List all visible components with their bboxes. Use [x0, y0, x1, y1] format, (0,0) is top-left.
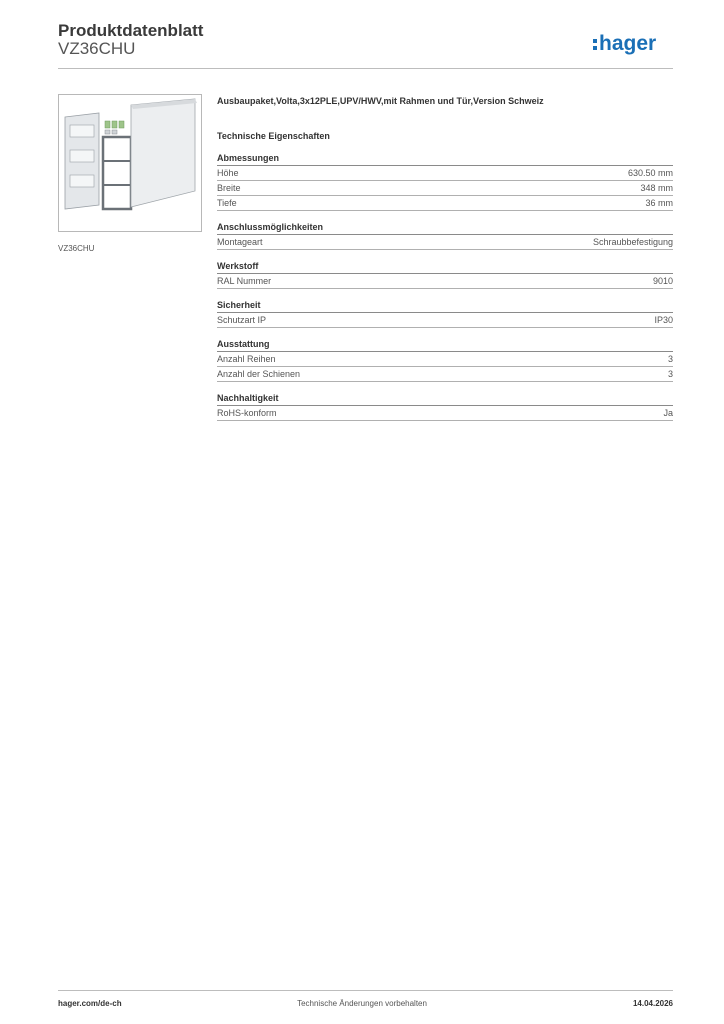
section-title: Sicherheit: [217, 300, 673, 313]
section-material: [217, 261, 673, 289]
spec-label: Anzahl Reihen: [217, 354, 276, 364]
spec-row-width: [217, 181, 673, 196]
spec-label: Breite: [217, 183, 241, 193]
product-description: Ausbaupaket,Volta,3x12PLE,UPV/HWV,mit Rahmen und Tür,Version Schweiz: [217, 96, 544, 106]
image-caption: VZ36CHU: [58, 244, 95, 253]
spec-row-rails: [217, 367, 673, 382]
section-title: Ausstattung: [217, 339, 673, 352]
footer-notice: Technische Änderungen vorbehalten: [297, 999, 427, 1008]
spec-label: Tiefe: [217, 198, 237, 208]
section-equipment: [217, 339, 673, 382]
section-safety: [217, 300, 673, 328]
spec-label: RoHS-konform: [217, 408, 277, 418]
footer-date: 14.04.2026: [632, 999, 673, 1008]
spec-row-ip: [217, 313, 673, 328]
spec-row-rohs: [217, 406, 673, 421]
product-image-frame: [58, 94, 202, 232]
spec-value: Ja: [663, 408, 673, 418]
section-title: Abmessungen: [217, 153, 673, 166]
spec-label: Höhe: [217, 168, 239, 178]
page-title: Produktdatenblatt: [58, 21, 204, 40]
spec-row-depth: [217, 196, 673, 211]
spec-value: 9010: [652, 276, 673, 286]
footer-website: hager.com/de-ch: [58, 999, 122, 1008]
spec-value: 348 mm: [640, 183, 673, 193]
header-divider: [58, 68, 673, 69]
spec-value: 630.50 mm: [627, 168, 673, 178]
spec-value: 3: [667, 354, 673, 364]
product-code: VZ36CHU: [58, 39, 136, 58]
product-image: [59, 95, 201, 231]
hager-logo: [593, 26, 673, 60]
section-title: Nachhaltigkeit: [217, 393, 673, 406]
spec-row-height: [217, 166, 673, 181]
spec-label: Schutzart IP: [217, 315, 267, 325]
spec-value: 36 mm: [645, 198, 673, 208]
section-title: Anschlussmöglichkeiten: [217, 222, 673, 235]
section-dimensions: [217, 153, 673, 211]
section-title: Werkstoff: [217, 261, 673, 274]
spec-label: Anzahl der Schienen: [217, 369, 301, 379]
section-sustainability: [217, 393, 673, 421]
spec-row-mounting: [217, 235, 673, 250]
spec-value: 3: [667, 369, 673, 379]
spec-label: Montageart: [217, 237, 263, 247]
spec-row-ral: [217, 274, 673, 289]
spec-label: RAL Nummer: [217, 276, 272, 286]
spec-value: Schraubbefestigung: [592, 237, 673, 247]
section-connection: [217, 222, 673, 250]
spec-row-rows: [217, 352, 673, 367]
technical-properties-heading: Technische Eigenschaften: [217, 131, 330, 141]
spec-value: IP30: [654, 315, 673, 325]
logo-text: hager: [599, 32, 657, 55]
footer-divider: [58, 990, 673, 991]
product-details: [217, 95, 673, 421]
